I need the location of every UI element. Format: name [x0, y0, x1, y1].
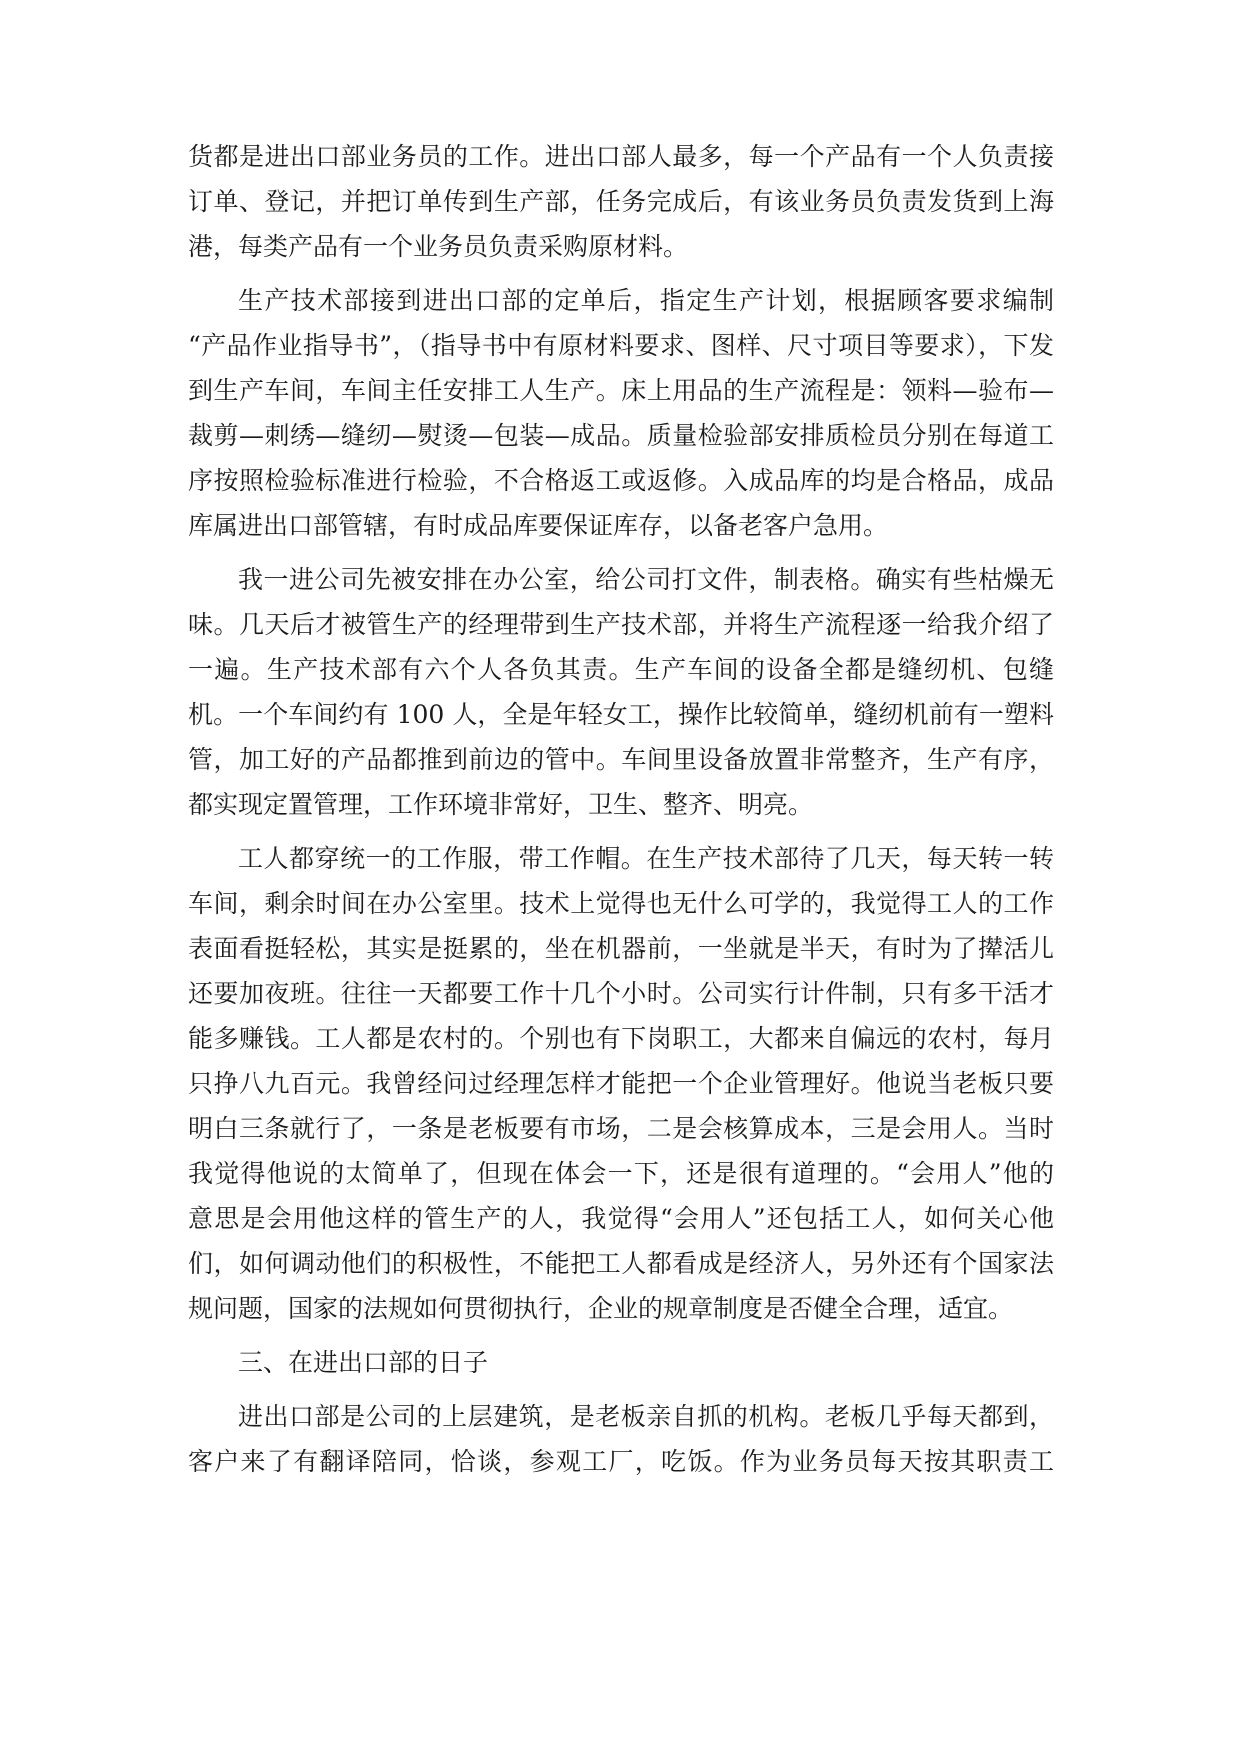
text-line: 能多赚钱。工人都是农村的。个别也有下岗职工，大都来自偏远的农村，每月 — [188, 1024, 1054, 1053]
paragraph — [188, 278, 1054, 548]
text-line: 生产技术部接到进出口部的定单后，指定生产计划，根据顾客要求编制 — [238, 286, 1054, 315]
paragraph — [188, 1394, 1054, 1484]
text-line: 规问题，国家的法规如何贯彻执行，企业的规章制度是否健全合理，适宜。 — [188, 1294, 1014, 1323]
text-line: 车间，剩余时间在办公室里。技术上觉得也无什么可学的，我觉得工人的工作 — [188, 889, 1054, 918]
text-line: 库属进出口部管辖，有时成品库要保证库存，以备老客户急用。 — [188, 511, 889, 540]
text-line: 机。一个车间约有 100 人，全是年轻女工，操作比较简单，缝纫机前有一塑料 — [188, 700, 1054, 729]
text-line: 我一进公司先被安排在办公室，给公司打文件，制表格。确实有些枯燥无 — [238, 565, 1054, 594]
text-line: 只挣八九百元。我曾经问过经理怎样才能把一个企业管理好。他说当老板只要 — [188, 1069, 1054, 1098]
text-line: 都实现定置管理，工作环境非常好，卫生、整齐、明亮。 — [188, 790, 814, 819]
text-line: 表面看挺轻松，其实是挺累的，坐在机器前，一坐就是半天，有时为了撵活儿 — [188, 934, 1054, 963]
document-page — [188, 134, 1054, 1484]
text-line: “产品作业指导书”，（指导书中有原材料要求、图样、尺寸项目等要求），下发 — [188, 331, 1054, 360]
text-line: 们，如何调动他们的积极性，不能把工人都看成是经济人，另外还有个国家法 — [188, 1249, 1054, 1278]
text-line: 进出口部是公司的上层建筑，是老板亲自抓的机构。老板几乎每天都到， — [238, 1402, 1054, 1431]
text-line: 还要加夜班。往往一天都要工作十几个小时。公司实行计件制，只有多干活才 — [188, 979, 1054, 1008]
text-line: 三、在进出口部的日子 — [238, 1348, 489, 1377]
text-line: 客户来了有翻译陪同，恰谈，参观工厂，吃饭。作为业务员每天按其职责工 — [188, 1447, 1054, 1476]
paragraph — [188, 836, 1054, 1331]
text-line: 管，加工好的产品都推到前边的管中。车间里设备放置非常整齐，生产有序， — [188, 745, 1054, 774]
text-line: 港，每类产品有一个业务员负责采购原材料。 — [188, 232, 689, 261]
text-line: 明白三条就行了，一条是老板要有市场，二是会核算成本，三是会用人。当时 — [188, 1114, 1054, 1143]
text-line: 到生产车间，车间主任安排工人生产。床上用品的生产流程是：领料—验布— — [188, 376, 1054, 405]
text-line: 我觉得他说的太简单了，但现在体会一下，还是很有道理的。“会用人”他的 — [188, 1159, 1054, 1188]
paragraph — [188, 557, 1054, 827]
text-line: 订单、登记，并把订单传到生产部，任务完成后，有该业务员负责发货到上海 — [188, 187, 1054, 216]
text-line: 意思是会用他这样的管生产的人，我觉得“会用人”还包括工人，如何关心他 — [188, 1204, 1054, 1233]
text-line: 味。几天后才被管生产的经理带到生产技术部，并将生产流程逐一给我介绍了 — [188, 610, 1054, 639]
text-line: 序按照检验标准进行检验，不合格返工或返修。入成品库的均是合格品，成品 — [188, 466, 1054, 495]
text-line: 工人都穿统一的工作服，带工作帽。在生产技术部待了几天，每天转一转 — [238, 844, 1054, 873]
text-line: 货都是进出口部业务员的工作。进出口部人最多，每一个产品有一个人负责接 — [188, 142, 1054, 171]
paragraph — [188, 134, 1054, 269]
text-line: 一遍。生产技术部有六个人各负其责。生产车间的设备全都是缝纫机、包缝 — [188, 655, 1054, 684]
text-line: 裁剪—刺绣—缝纫—熨烫—包装—成品。质量检验部安排质检员分别在每道工 — [188, 421, 1054, 450]
section-heading — [188, 1340, 1054, 1385]
